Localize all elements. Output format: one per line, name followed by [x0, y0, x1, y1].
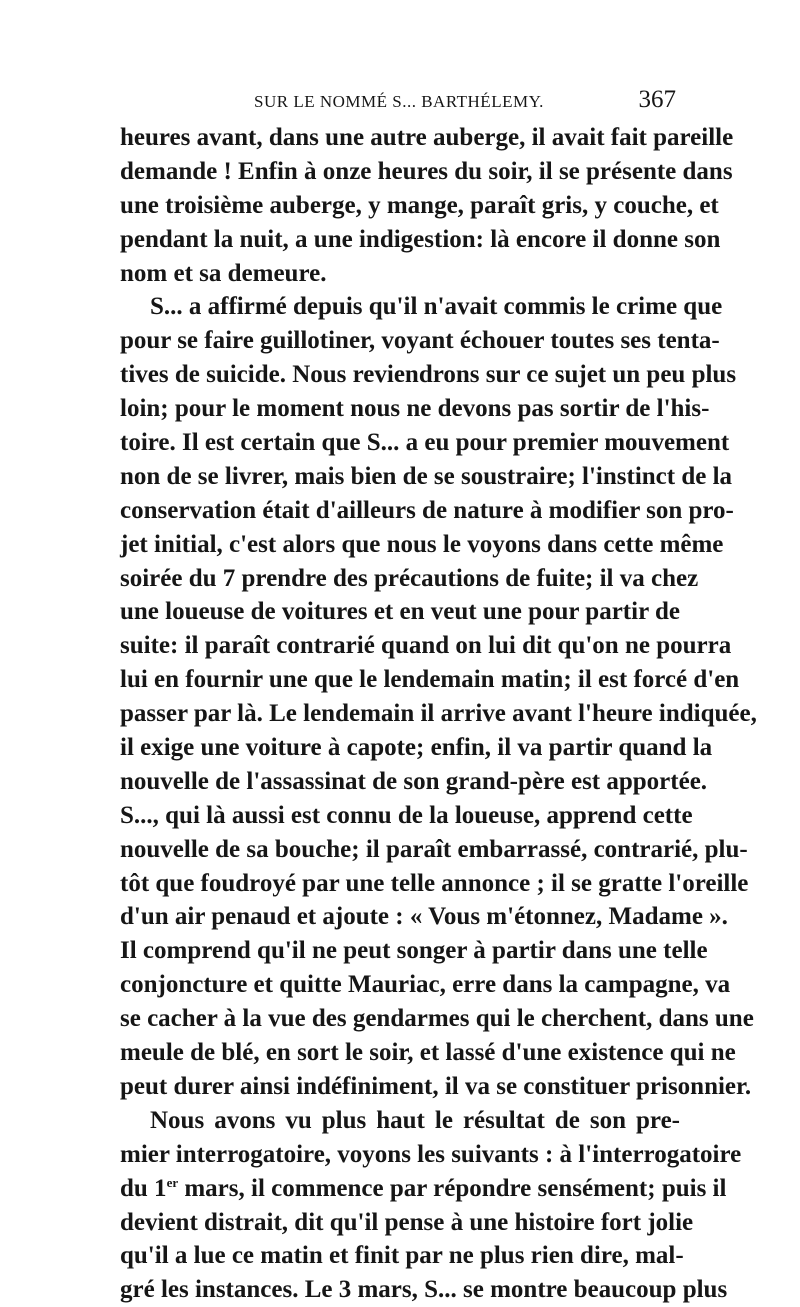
text-line: nouvelle de sa bouche; il paraît embarrassé, contrarié, plu- — [120, 835, 748, 863]
text-line: pour se faire guillotiner, voyant échouer toutes ses tenta- — [120, 327, 720, 355]
text-line: lui en fournir une que le lendemain matin; il est forcé d'en — [120, 666, 740, 694]
text-line: tôt que foudroyé par une telle annonce ; il se gratte l'oreille — [120, 869, 749, 897]
text-line-with-ordinal — [120, 1172, 727, 1206]
text-line: se cacher à la vue des gendarmes qui le cherchent, dans une — [120, 1005, 754, 1033]
text-line: une troisième auberge, y mange, paraît gris, y couche, et — [120, 191, 719, 219]
text-line: d'un air penaud et ajoute : « Vous m'étonnez, Madame ». — [120, 903, 728, 931]
text-line: S... a affirmé depuis qu'il n'avait commis le crime que — [150, 293, 723, 321]
text-line: suite: il paraît contrarié quand on lui dit qu'on ne pourra — [120, 632, 732, 660]
text-fragment: du 1 — [120, 1174, 167, 1202]
text-line: meule de blé, en sort le soir, et lassé d'une existence qui ne — [120, 1039, 736, 1067]
text-line: nom et sa demeure. — [120, 259, 327, 287]
text-line: pendant la nuit, a une indigestion: là encore il donne son — [120, 225, 721, 253]
text-line: heures avant, dans une autre auberge, il avait fait pareille — [120, 124, 734, 151]
text-line: gré les instances. Le 3 mars, S... se montre beaucoup plus — [120, 1276, 728, 1304]
text-line: loin; pour le moment nous ne devons pas sortir de l'his- — [120, 395, 710, 423]
text-line: tives de suicide. Nous reviendrons sur ce sujet un peu plus — [120, 361, 737, 389]
text-line: demande ! Enfin à onze heures du soir, il se présente dans — [120, 157, 733, 185]
body-text — [120, 121, 757, 1307]
text-line: toire. Il est certain que S... a eu pour premier mouvement — [120, 429, 730, 457]
text-line: nouvelle de l'assassinat de son grand-père est apportée. — [120, 767, 708, 795]
text-line: qu'il a lue ce matin et finit par ne plus rien dire, mal- — [120, 1242, 684, 1270]
text-line: une loueuse de voitures et en veut une pour partir de — [120, 598, 680, 626]
text-line: mier interrogatoire, voyons les suivants : à l'interrogatoire — [120, 1140, 742, 1168]
text-line: non de se livrer, mais bien de se soustraire; l'instinct de la — [120, 462, 733, 490]
text-line: Il comprend qu'il ne peut songer à partir dans une telle — [120, 937, 708, 965]
running-title: SUR LE NOMMÉ S... BARTHÉLEMY. — [254, 92, 544, 111]
text-line: jet initial, c'est alors que nous le voyons dans cette même — [120, 530, 724, 558]
text-line: Nous avons vu plus haut le résultat de son pre- — [150, 1106, 680, 1134]
text-line: conservation était d'ailleurs de nature à modifier son pro- — [120, 496, 734, 524]
text-line: passer par là. Le lendemain il arrive avant l'heure indiquée, — [120, 700, 757, 728]
text-line: soirée du 7 prendre des précautions de fuite; il va chez — [120, 564, 699, 592]
running-header — [120, 86, 680, 116]
text-fragment: mars, il commence par répondre sensément; puis il — [178, 1174, 727, 1202]
text-line: S..., qui là aussi est connu de la loueuse, apprend cette — [120, 801, 693, 829]
ordinal-superscript: er — [166, 1174, 179, 1190]
text-line: conjoncture et quitte Mauriac, erre dans la campagne, va — [120, 971, 731, 999]
text-line: devient distrait, dit qu'il pense à une histoire fort jolie — [120, 1208, 694, 1236]
text-line: il exige une voiture à capote; enfin, il va partir quand la — [120, 734, 713, 762]
page-number: 367 — [638, 86, 676, 113]
text-line: peut durer ainsi indéfiniment, il va se constituer prisonnier. — [120, 1072, 752, 1100]
